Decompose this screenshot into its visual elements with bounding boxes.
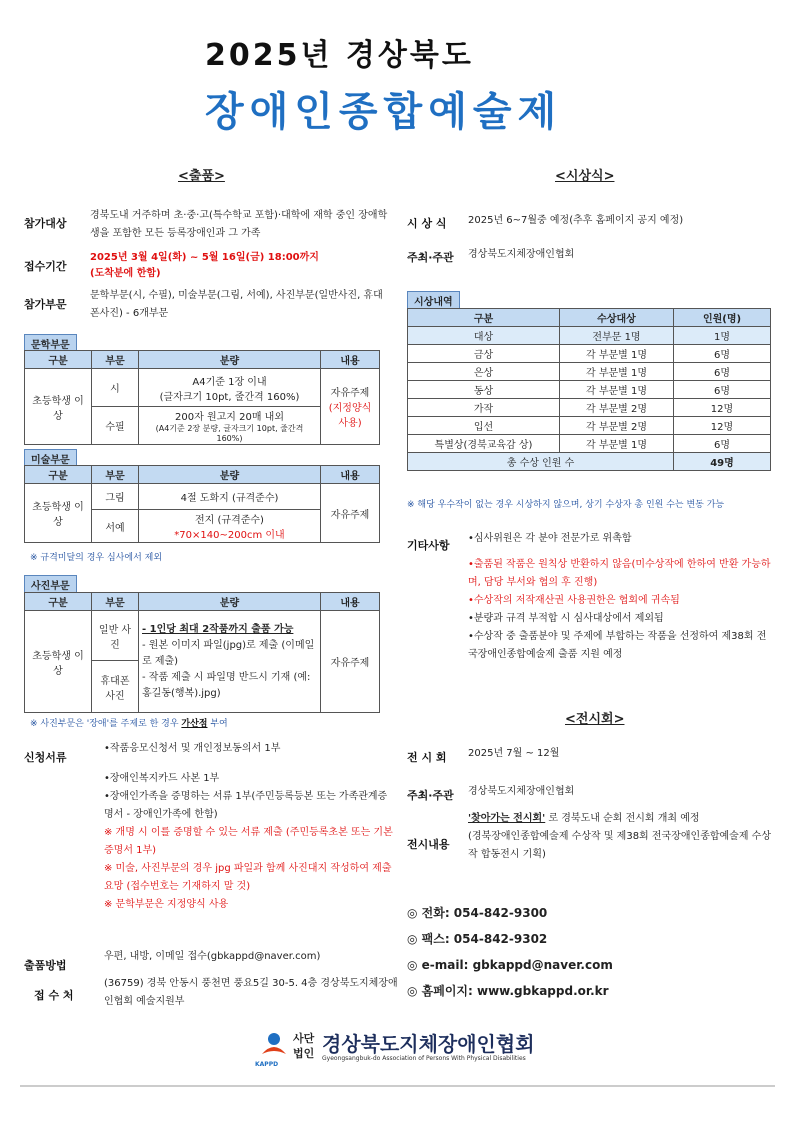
award-row xyxy=(408,381,771,399)
exhibit-date-text: 2025년 7월 ~ 12월 xyxy=(468,748,560,759)
target-text: 경북도내 거주하며 초·중·고(특수학교 포함)·대학에 재학 중인 장애학생을 포함한 모든 등록장애인과 그 가족 xyxy=(90,210,388,239)
award-cell: 은상 xyxy=(408,363,560,381)
award-row xyxy=(408,435,771,453)
period-label: 접수기간 xyxy=(24,260,67,273)
award-host-text: 경상북도지체장애인협회 xyxy=(468,249,575,260)
award-cell: 각 부문별 1명 xyxy=(560,345,674,363)
award-cell: 12명 xyxy=(674,417,771,435)
award-cell: 특별상(경북교육감 상) xyxy=(408,435,560,453)
photo-note-suffix: 부여 xyxy=(210,719,228,729)
award-cell: 입선 xyxy=(408,417,560,435)
logo-mark: KAPPD xyxy=(255,1061,279,1068)
photo-th-1: 구분 xyxy=(25,593,92,611)
art-table xyxy=(24,465,380,543)
award-row xyxy=(408,417,771,435)
award-note: ※ 해당 우수작이 없는 경우 시상하지 않으며, 상기 수상자 총 인원 수는 변동 가능 xyxy=(407,500,725,510)
photo-grade: 초등학생 이상 xyxy=(25,611,92,713)
docs-item-1: •작품응모신청서 및 개인정보동의서 1부 xyxy=(104,743,281,754)
footer-divider xyxy=(20,1085,775,1087)
photo-amount-1: - 1인당 최대 2작품까지 출품 가능 xyxy=(142,623,294,635)
footer-org: 경상북도지체장애인협회 xyxy=(322,1032,535,1056)
award-th-2: 수상대상 xyxy=(560,309,674,327)
misc-item-3: •수상작의 저작재산권 사용권한은 협회에 귀속됨 xyxy=(468,595,680,606)
docs-red-3: ※ 문학부문은 지정양식 사용 xyxy=(104,899,229,910)
award-cell: 금상 xyxy=(408,345,560,363)
docs-red-1: ※ 개명 시 이를 증명할 수 있는 서류 제출 (주민등록초본 또는 기본증명서 1부) xyxy=(104,827,393,856)
award-host-label: 주최·주관 xyxy=(407,251,454,264)
award-cell: 대상 xyxy=(408,327,560,345)
exhibit-host-text: 경상북도지체장애인협회 xyxy=(468,786,575,797)
entry-section-title: <출품> xyxy=(178,169,225,184)
misc-label: 기타사항 xyxy=(407,539,450,552)
exhibit-content-label: 전시내용 xyxy=(407,838,450,851)
lit-amount-2a: 200자 원고지 20매 내외 xyxy=(175,412,284,423)
misc-item-1: •심사위원은 각 분야 전문가로 위촉함 xyxy=(468,533,632,544)
misc-list xyxy=(468,530,773,664)
photo-th-4: 내용 xyxy=(321,593,380,611)
lit-amount-1a: A4기준 1장 이내 xyxy=(192,376,267,388)
photo-amount-3: - 작품 제출 시 파일명 반드시 기재 (예: 홍길동(행복).jpg) xyxy=(142,671,311,699)
contact-phone: ◎ 전화: 054-842-9300 xyxy=(407,906,548,920)
exhibit-section-title: <전시회> xyxy=(565,712,625,727)
logo-small xyxy=(293,1031,314,1061)
award-section-title: <시상식> xyxy=(555,169,615,184)
photo-part-1: 일반 사진 xyxy=(92,611,139,661)
misc-item-4: •분량과 규격 부적합 시 심사대상에서 제외됨 xyxy=(468,613,664,624)
art-th-4: 내용 xyxy=(321,466,380,484)
footer-org-en: Gyeongsangbuk-do Association of Persons With Physical Disabilities xyxy=(322,1055,526,1062)
misc-item-2: •출품된 작품은 원칙상 반환하지 않음(미수상작에 한하여 반환 가능하며, 담당 부서와 협의 후 진행) xyxy=(468,559,771,588)
award-cell: 6명 xyxy=(674,345,771,363)
docs-item-3: •장애인가족을 증명하는 서류 1부(주민등록등본 또는 가족관계증명서 - 장애인가족에 한함) xyxy=(104,791,388,820)
exhibit-content-text: 로 경북도내 순회 전시회 개최 예정 xyxy=(548,813,700,824)
period-note: (도착분에 한함) xyxy=(90,268,161,279)
addr-text: (36759) 경북 안동시 풍천면 풍요5길 30-5. 4층 경상북도지체장애인협회 예술지원부 xyxy=(104,978,398,1007)
award-total-value: 49명 xyxy=(674,453,771,471)
logo-small-1: 사단 xyxy=(293,1032,315,1045)
logo-small-2: 법인 xyxy=(293,1047,315,1060)
award-cell: 각 부문별 2명 xyxy=(560,417,674,435)
lit-part-2: 수필 xyxy=(92,407,139,445)
award-row xyxy=(408,345,771,363)
art-th-2: 부문 xyxy=(92,466,139,484)
part-label: 참가부문 xyxy=(24,298,67,311)
target-label: 참가대상 xyxy=(24,217,67,230)
lit-amount-2b: (A4기준 2장 분량, 글자크기 10pt, 줄간격 160%) xyxy=(155,424,304,443)
photo-note-prefix: ※ 사진부문은 '장애'를 주제로 한 경우 xyxy=(30,719,179,729)
contact-email[interactable]: ◎ e-mail: gbkappd@naver.com xyxy=(407,958,613,972)
photo-tag: 사진부문 xyxy=(24,575,77,594)
award-cell: 가작 xyxy=(408,399,560,417)
photo-note xyxy=(30,715,228,733)
art-amount-2a: 전지 (규격준수) xyxy=(195,515,264,526)
art-tag: 미술부문 xyxy=(24,449,77,468)
art-note: ※ 규격미달의 경우 심사에서 제외 xyxy=(30,553,163,563)
photo-th-3: 분량 xyxy=(139,593,321,611)
exhibit-date-label: 전 시 회 xyxy=(407,751,447,764)
award-cell: 6명 xyxy=(674,435,771,453)
title-year: 2025년 경상북도 xyxy=(205,38,474,73)
exhibit-quote: '찾아가는 전시회' xyxy=(468,813,546,824)
literature-table xyxy=(24,350,380,445)
award-cell: 동상 xyxy=(408,381,560,399)
exhibit-content xyxy=(468,810,773,864)
page-title: 장애인종합예술제 xyxy=(205,89,563,135)
award-row xyxy=(408,399,771,417)
literature-tag: 문학부문 xyxy=(24,334,77,353)
contact-fax: ◎ 팩스: 054-842-9302 xyxy=(407,932,548,946)
award-cell: 6명 xyxy=(674,381,771,399)
lit-amount-1b: (글자크기 10pt, 줄간격 160%) xyxy=(159,391,300,403)
award-cell: 각 부문별 1명 xyxy=(560,435,674,453)
award-cell: 전부문 1명 xyxy=(560,327,674,345)
art-th-3: 분량 xyxy=(139,466,321,484)
art-content: 자유주제 xyxy=(321,484,380,543)
exhibit-content-text2: (경북장애인종합예술제 수상작 및 제38회 전국장애인종합예술제 수상작 합동전시 기획) xyxy=(468,831,771,860)
art-grade: 초등학생 이상 xyxy=(25,484,92,543)
award-row xyxy=(408,363,771,381)
award-total-label: 총 수상 인원 수 xyxy=(408,453,674,471)
award-row xyxy=(408,327,771,345)
art-th-1: 구분 xyxy=(25,466,92,484)
photo-th-2: 부문 xyxy=(92,593,139,611)
photo-content: 자유주제 xyxy=(321,611,380,713)
lit-th-2: 부문 xyxy=(92,351,139,369)
exhibit-host-label: 주최·주관 xyxy=(407,789,454,802)
lit-th-3: 분량 xyxy=(139,351,321,369)
award-cell: 6명 xyxy=(674,363,771,381)
docs-label: 신청서류 xyxy=(24,751,67,764)
award-th-1: 구분 xyxy=(408,309,560,327)
art-amount-1: 4절 도화지 (규격준수) xyxy=(139,484,321,510)
lit-part-1: 시 xyxy=(92,369,139,407)
art-part-1: 그림 xyxy=(92,484,139,510)
contact-web[interactable]: ◎ 홈페이지: www.gbkappd.or.kr xyxy=(407,984,609,998)
award-date-text: 2025년 6~7월중 예정(추후 홈페이지 공지 예정) xyxy=(468,215,684,226)
contact-block xyxy=(407,900,613,1004)
award-cell: 각 부문별 1명 xyxy=(560,381,674,399)
art-amount-2b: *70×140~200cm 이내 xyxy=(174,530,285,541)
art-part-2: 서예 xyxy=(92,510,139,543)
addr-label: 접 수 처 xyxy=(34,989,74,1002)
docs-red-2: ※ 미술, 사진부문의 경우 jpg 파일과 함께 사진대지 작성하여 제출 요망 (접수번호는 기재하지 말 것) xyxy=(104,863,392,892)
misc-item-5: •수상작 중 출품분야 및 주제에 부합하는 작품을 선정하여 제38회 전국장애인종합예술제 출품 지원 예정 xyxy=(468,631,767,660)
award-cell: 각 부문별 1명 xyxy=(560,363,674,381)
award-cell: 12명 xyxy=(674,399,771,417)
method-text: 우편, 내방, 이메일 접수(gbkappd@naver.com) xyxy=(104,951,321,962)
lit-th-4: 내용 xyxy=(321,351,380,369)
photo-table xyxy=(24,592,380,713)
award-th-3: 인원(명) xyxy=(674,309,771,327)
period-text: 2025년 3월 4일(화) ~ 5월 16일(금) 18:00까지 xyxy=(90,252,319,263)
lit-content: 자유주제 xyxy=(330,388,370,399)
lit-grade: 초등학생 이상 xyxy=(25,369,92,445)
method-label: 출품방법 xyxy=(24,959,67,972)
award-date-label: 시 상 식 xyxy=(407,217,447,230)
award-tag: 시상내역 xyxy=(407,291,460,310)
photo-part-2: 휴대폰 사진 xyxy=(92,661,139,713)
docs-list xyxy=(104,740,394,914)
lit-content-note: (지정양식 사용) xyxy=(328,403,372,429)
photo-note-bold: 가산점 xyxy=(181,719,208,729)
lit-th-1: 구분 xyxy=(25,351,92,369)
award-cell: 1명 xyxy=(674,327,771,345)
award-cell: 각 부문별 2명 xyxy=(560,399,674,417)
award-table xyxy=(407,308,771,471)
part-text: 문학부문(시, 수필), 미술부문(그림, 서예), 사진부문(일반사진, 휴대폰사진) - 6개부문 xyxy=(90,290,383,319)
docs-item-2: •장애인복지카드 사본 1부 xyxy=(104,773,220,784)
photo-amount-2: - 원본 이미지 파일(jpg)로 제출 (이메일로 제출) xyxy=(142,639,315,667)
